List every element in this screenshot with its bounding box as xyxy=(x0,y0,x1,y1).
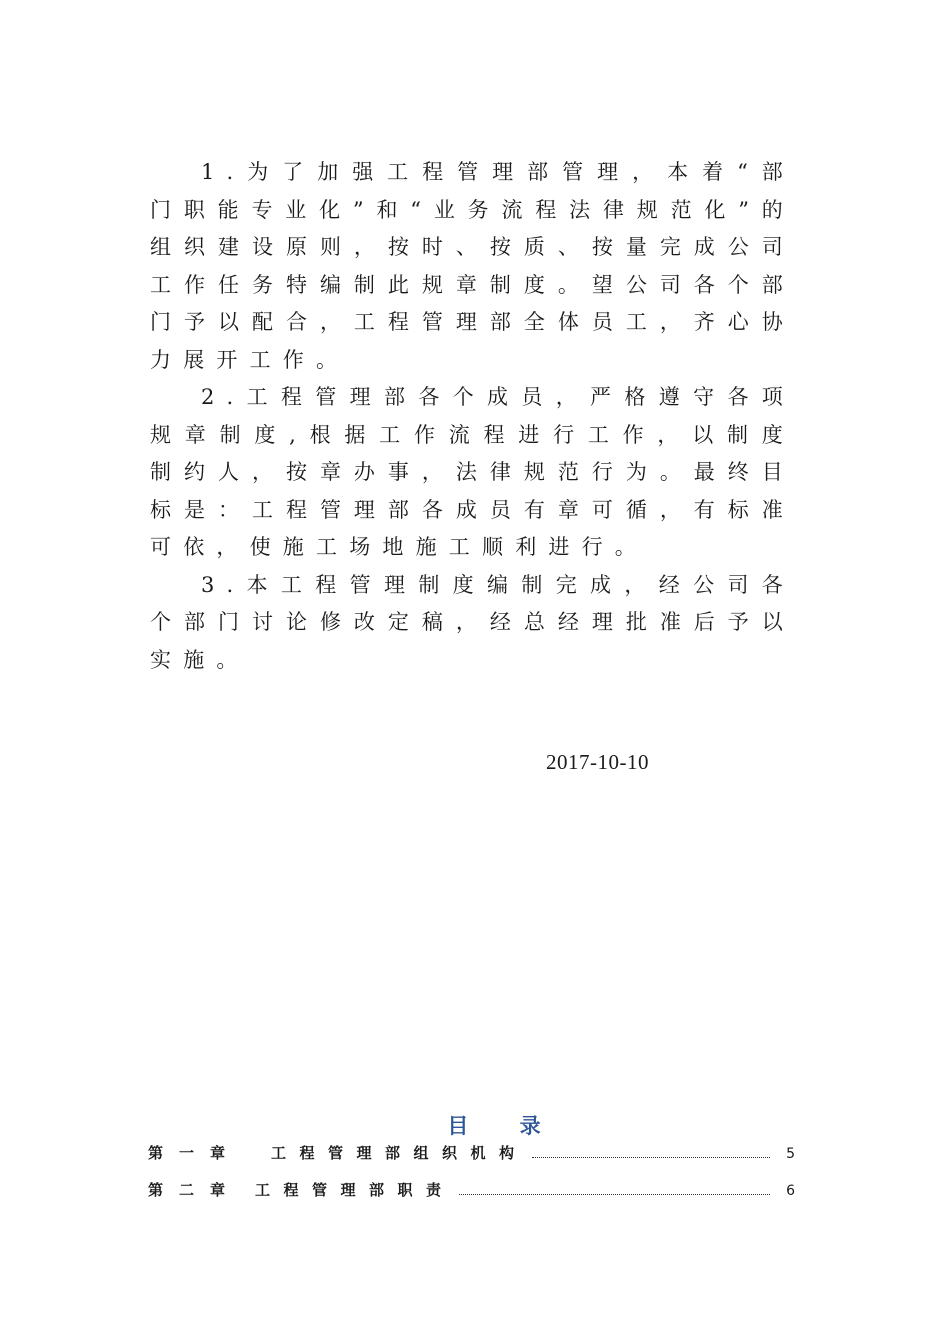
paragraph-1: 1.为了加强工程管理部管理，本着“部门职能专业化”和“业务流程法律规范化”的组织建设原则，按时、按质、按量完成公司工作任务特编制此规章制度。望公司各个部门予以配合，工程管理部全体员工，齐心协力展开工作。 xyxy=(150,160,795,372)
toc-entry-1[interactable] xyxy=(148,1142,795,1166)
document-date: 2017-10-10 xyxy=(546,750,649,774)
toc-entry-title: 工程管理部职责 xyxy=(255,1181,455,1199)
toc-title: 目 录 xyxy=(447,1114,563,1138)
paragraph-3: 3.本工程管理制度编制完成，经公司各个部门讨论修改定稿，经总经理批准后予以实施。 xyxy=(150,572,795,672)
toc-leader-dots xyxy=(532,1156,771,1158)
toc-entry-2[interactable] xyxy=(148,1179,795,1203)
toc-page-number: 6 xyxy=(786,1183,795,1199)
toc-chapter-label: 第二章 xyxy=(148,1181,242,1199)
paragraph-2: 2.工程管理部各个成员，严格遵守各项规章制度,根据工作流程进行工作，以制度制约人，按章办事，法律规范行为。最终目标是：工程管理部各成员有章可循，有标准可依，使施工场地施工顺利进行。 xyxy=(150,385,795,559)
toc-leader-dots xyxy=(459,1193,771,1195)
toc-entry-title: 工程管理部组织机构 xyxy=(271,1144,528,1162)
body-text xyxy=(150,154,795,679)
toc-page-number: 5 xyxy=(786,1146,795,1162)
toc-chapter-label: 第一章 xyxy=(148,1144,242,1162)
